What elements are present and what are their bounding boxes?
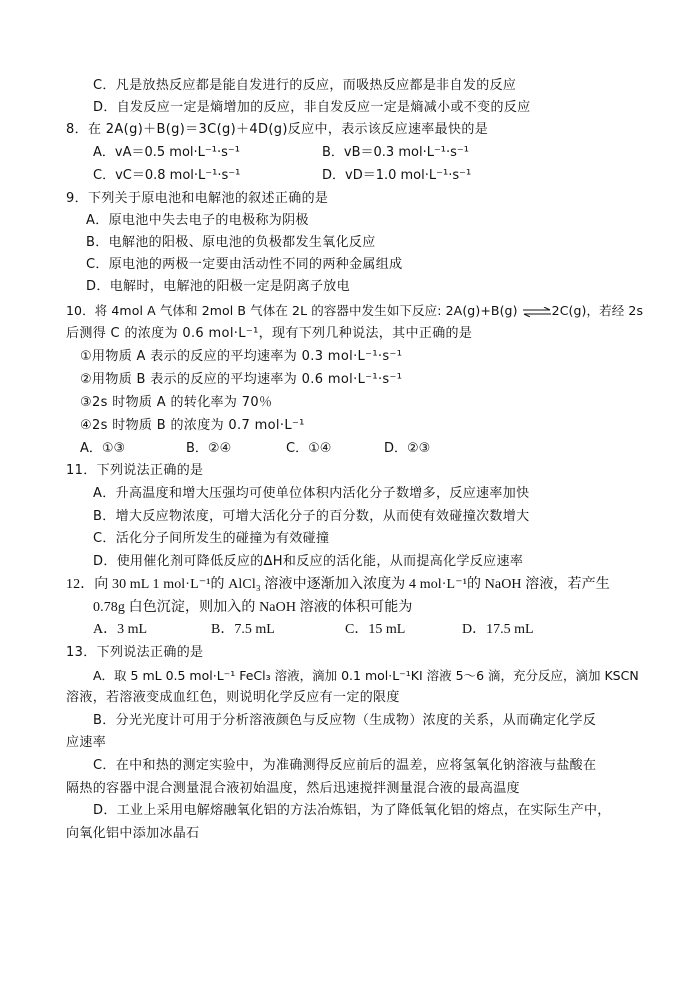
q9-option-b: B．电解池的阳极、原电池的负极都发生氧化反应 [86,235,376,250]
q13-option-c-line1: C．在中和热的测定实验中，为准确测得反应前后的温差，应将氢氧化钠溶液与盐酸在 [93,758,597,773]
q13-option-d-line1: D．工业上采用电解熔融氧化铝的方法冶炼铝，为了降低氧化铝的熔点，在实际生产中， [93,803,611,818]
q9-stem: 9．下列关于原电池和电解池的叙述正确的是 [66,191,329,206]
q11-stem: 11．下列说法正确的是 [66,463,204,478]
q9-option-a: A．原电池中失去电子的电极称为阴极 [86,213,309,228]
q10-option-a: A．①③ [80,441,126,456]
q8-option-d: D．vD＝1.0 mol·L⁻¹·s⁻¹ [322,168,472,183]
q12-option-a: A．3 mL [93,622,148,637]
q9-option-c: C．原电池的两极一定要由活动性不同的两种金属组成 [86,257,403,272]
q11-option-c: C．活化分子间所发生的碰撞为有效碰撞 [93,531,330,546]
q10-equation-right: 2C(g) [551,303,587,318]
q13-option-d-line2: 向氧化铝中添加冰晶石 [66,826,200,841]
q13-option-a-line2: 溶液，若溶液变成血红色，则说明化学反应有一定的限度 [66,690,400,705]
q7-option-d: D．自发反应一定是熵增加的反应，非自发反应一定是熵减小或不变的反应 [93,100,531,115]
q13-option-a-line1: A．取 5 mL 0.5 mol·L⁻¹ FeCl₃ 溶液，滴加 0.1 mol·L⁻¹KI 溶液 5～6 滴，充分反应，滴加 KSCN [93,668,639,683]
q12-option-b: B．7.5 mL [211,622,275,637]
q10-option-b: B．②④ [186,441,232,456]
q10-statement-1: ①用物质 A 表示的反应的平均速率为 0.3 mol·L⁻¹·s⁻¹ [80,349,403,364]
q10-stem-text: 10．将 4mol A 气体和 2mol B 气体在 2L 的容器中发生如下反应: [66,303,446,318]
q11-option-d: D．使用催化剂可降低反应的ΔH和反应的活化能，从而提高化学反应速率 [93,554,524,569]
q10-stem-line2: 后测得 C 的浓度为 0.6 mol·L⁻¹，现有下列几种说法，其中正确的是 [66,326,473,341]
q8-stem: 8．在 2A(g)＋B(g)＝3C(g)＋4D(g)反应中，表示该反应速率最快的是 [66,122,489,137]
q10-equation-left: 2A(g)+B(g) [445,303,518,318]
q8-option-c: C．vC＝0.8 mol·L⁻¹·s⁻¹ [93,168,241,183]
q8-option-a: A．vA＝0.5 mol·L⁻¹·s⁻¹ [93,145,240,160]
q12-stem-line2: 0.78g 白色沉淀，则加入的 NaOH 溶液的体积可能为 [93,600,413,615]
q10-statement-4: ④2s 时物质 B 的浓度为 0.7 mol·L⁻¹ [80,418,305,433]
q13-option-b-line2: 应速率 [66,735,107,750]
q8-option-b: B．vB＝0.3 mol·L⁻¹·s⁻¹ [322,145,469,160]
q10-stem-line1 [66,301,643,321]
q12-option-c: C．15 mL [345,622,406,637]
q12-stem-line1: 12．向 30 mL 1 mol·L⁻¹的 AlCl₃ 溶液中逐渐加入浓度为 4 mol·L⁻¹的 NaOH 溶液，若产生 [66,577,610,592]
q10-option-d: D．②③ [384,441,431,456]
reversible-arrow-icon [522,307,552,317]
q11-option-a: A．升高温度和增大压强均可使单位体积内活化分子数增多，反应速率加快 [93,486,530,501]
q13-option-c-line2: 隔热的容器中混合测量混合液初始温度，然后迅速搅拌测量混合液的最高温度 [66,781,520,796]
q10-statement-3: ③2s 时物质 A 的转化率为 70％ [80,395,273,410]
q13-stem: 13．下列说法正确的是 [66,645,204,660]
q13-option-b-line1: B．分光光度计可用于分析溶液颜色与反应物（生成物）浓度的关系，从而确定化学反 [93,713,597,728]
q12-option-d: D．17.5 mL [462,622,534,637]
q7-option-c: C．凡是放热反应都是能自发进行的反应，而吸热反应都是非自发的反应 [93,78,517,93]
q11-option-b: B．增大反应物浓度，可增大活化分子的百分数，从而使有效碰撞次数增大 [93,509,530,524]
q9-option-d: D．电解时，电解池的阳极一定是阴离子放电 [86,279,351,294]
q10-stem-tail: ，若经 2s [586,303,644,318]
q10-statement-2: ②用物质 B 表示的反应的平均速率为 0.6 mol·L⁻¹·s⁻¹ [80,372,403,387]
q10-option-c: C．①④ [286,441,332,456]
